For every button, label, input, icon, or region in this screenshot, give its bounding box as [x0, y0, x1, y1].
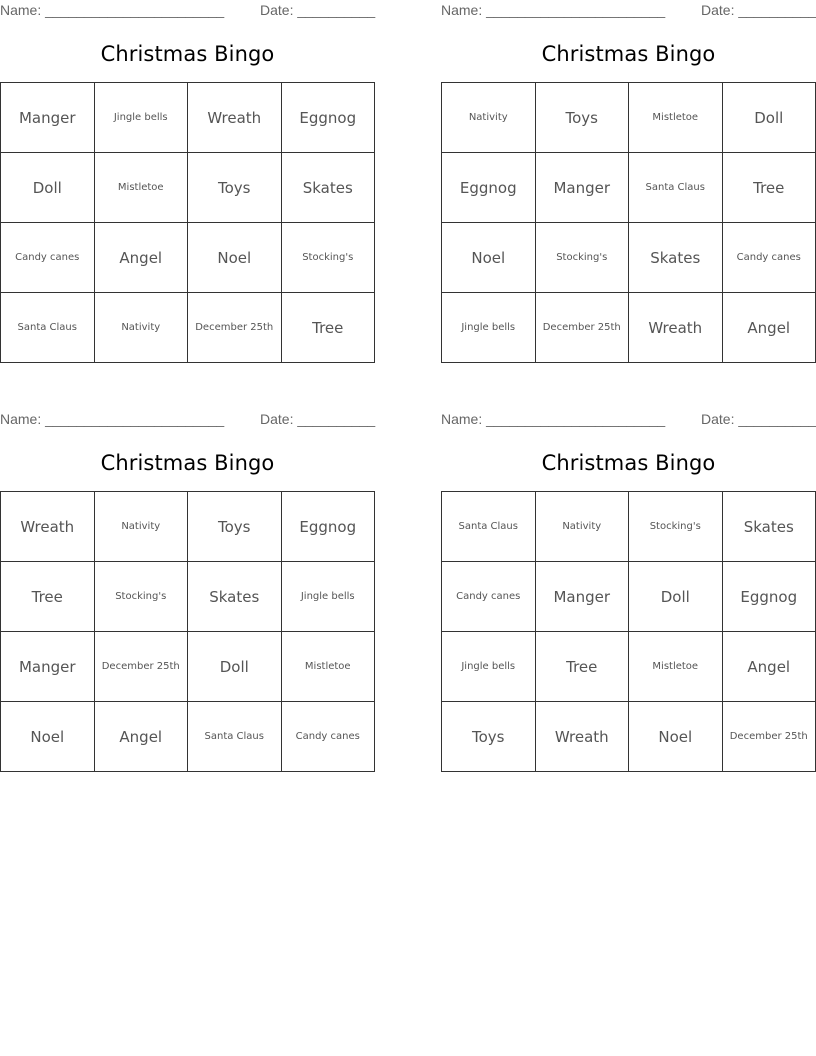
bingo-cell: December 25th [188, 293, 282, 363]
bingo-cell: Jingle bells [95, 83, 189, 153]
bingo-cell: Mistletoe [629, 632, 723, 702]
bingo-cell: Santa Claus [629, 153, 723, 223]
bingo-cell: Stocking's [95, 562, 189, 632]
bingo-cell: Mistletoe [282, 632, 376, 702]
card-header [441, 2, 816, 20]
date-field-label: Date: __________ [701, 2, 816, 18]
bingo-cell: Mistletoe [629, 83, 723, 153]
bingo-cell: December 25th [536, 293, 630, 363]
bingo-cell: Toys [442, 702, 536, 772]
card-header [441, 411, 816, 429]
bingo-cell: Candy canes [442, 562, 536, 632]
bingo-cell: Eggnog [282, 83, 376, 153]
bingo-cell: Candy canes [1, 223, 95, 293]
card-title: Christmas Bingo [100, 42, 275, 66]
bingo-cell: Doll [1, 153, 95, 223]
bingo-cell: Stocking's [282, 223, 376, 293]
bingo-cell: Doll [188, 632, 282, 702]
bingo-cell: Wreath [1, 492, 95, 562]
bingo-cell: Manger [536, 153, 630, 223]
bingo-cell: Skates [723, 492, 816, 562]
bingo-cell: Wreath [536, 702, 630, 772]
bingo-cell: Eggnog [442, 153, 536, 223]
bingo-cell: Nativity [95, 492, 189, 562]
bingo-cell: Jingle bells [282, 562, 376, 632]
bingo-cell: Candy canes [723, 223, 816, 293]
name-field-label: Name: _______________________ [441, 411, 666, 427]
bingo-cell: Stocking's [536, 223, 630, 293]
bingo-cell: Manger [1, 83, 95, 153]
bingo-cell: Santa Claus [188, 702, 282, 772]
bingo-cell: Noel [629, 702, 723, 772]
bingo-cell: Doll [629, 562, 723, 632]
date-field-label: Date: __________ [701, 411, 816, 427]
bingo-cell: Wreath [188, 83, 282, 153]
bingo-card [441, 0, 816, 365]
bingo-cell: Nativity [95, 293, 189, 363]
bingo-cell: Noel [442, 223, 536, 293]
bingo-cell: Santa Claus [442, 492, 536, 562]
bingo-cell: December 25th [723, 702, 816, 772]
bingo-cell: Manger [1, 632, 95, 702]
bingo-cell: Nativity [536, 492, 630, 562]
card-title: Christmas Bingo [100, 451, 275, 475]
bingo-cell: Eggnog [723, 562, 816, 632]
bingo-cell: Angel [723, 632, 816, 702]
bingo-cell: Doll [723, 83, 816, 153]
card-title: Christmas Bingo [541, 42, 716, 66]
bingo-cell: Santa Claus [1, 293, 95, 363]
bingo-cell: Mistletoe [95, 153, 189, 223]
card-header [0, 411, 375, 429]
bingo-cell: Toys [536, 83, 630, 153]
bingo-cell: Toys [188, 153, 282, 223]
bingo-cell: December 25th [95, 632, 189, 702]
bingo-grid [441, 491, 816, 772]
bingo-card [0, 0, 375, 365]
bingo-grid [441, 82, 816, 363]
bingo-cell: Nativity [442, 83, 536, 153]
bingo-cell: Angel [723, 293, 816, 363]
date-field-label: Date: __________ [260, 411, 376, 427]
bingo-cell: Jingle bells [442, 632, 536, 702]
bingo-card [0, 409, 375, 774]
card-title: Christmas Bingo [541, 451, 716, 475]
bingo-cell: Wreath [629, 293, 723, 363]
name-field-label: Name: _______________________ [0, 411, 225, 427]
bingo-cell: Manger [536, 562, 630, 632]
name-field-label: Name: _______________________ [441, 2, 666, 18]
card-header [0, 2, 375, 20]
bingo-cell: Skates [188, 562, 282, 632]
bingo-cell: Noel [188, 223, 282, 293]
bingo-cell: Angel [95, 223, 189, 293]
bingo-cell: Tree [282, 293, 376, 363]
bingo-grid [0, 491, 375, 772]
bingo-grid [0, 82, 375, 363]
bingo-cell: Jingle bells [442, 293, 536, 363]
bingo-cell: Toys [188, 492, 282, 562]
bingo-cell: Tree [1, 562, 95, 632]
bingo-cell: Skates [282, 153, 376, 223]
name-field-label: Name: _______________________ [0, 2, 225, 18]
bingo-cell: Noel [1, 702, 95, 772]
bingo-cell: Stocking's [629, 492, 723, 562]
bingo-cell: Skates [629, 223, 723, 293]
bingo-cell: Angel [95, 702, 189, 772]
bingo-cell: Candy canes [282, 702, 376, 772]
bingo-cell: Tree [723, 153, 816, 223]
bingo-card [441, 409, 816, 774]
bingo-cell: Eggnog [282, 492, 376, 562]
date-field-label: Date: __________ [260, 2, 376, 18]
bingo-cell: Tree [536, 632, 630, 702]
